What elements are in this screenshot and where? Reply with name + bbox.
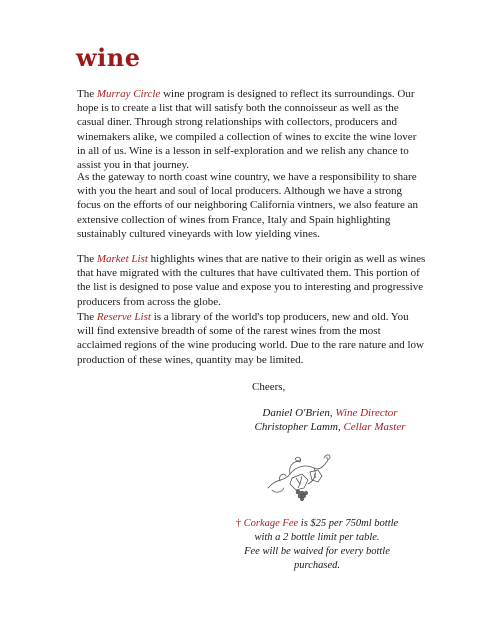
intro-rest: wine program is designed to reflect its surroundings. Our hope is to create a list that will satisfy both the connoisseur as well as the casual diner. Through strong relationships with collectors, producers and winemakers alike, we compiled a collection of wines to excite the wine lover in all of us. Wine is a lesson in self-exploration and we relish any chance to assist you in that journey.	[77, 88, 417, 172]
dagger-symbol: †	[235, 518, 242, 529]
market-lead: The	[77, 253, 97, 265]
reserve-rest: is a library of the world's top producers, new and old. You will find extensive breadth of some of the rarest wines from the most acclaimed regions of the wine producing world. Due to the rare nature and low production of these wines, quantity may be limited.	[77, 311, 424, 366]
corkage-line-1	[228, 517, 406, 531]
market-list-highlight: Market List	[96, 253, 148, 265]
reserve-list-paragraph	[77, 310, 427, 367]
page-title: wine	[76, 43, 141, 72]
signer-role: Wine Director	[335, 407, 398, 419]
corkage-note	[228, 517, 406, 573]
market-list-paragraph	[77, 252, 427, 309]
reserve-lead: The	[77, 311, 97, 323]
signers-block	[250, 406, 410, 434]
murray-circle-highlight: Murray Circle	[96, 88, 161, 100]
corkage-fee-label: Corkage Fee	[243, 518, 299, 529]
intro-lead: The	[77, 88, 97, 100]
signer-line	[250, 420, 410, 434]
market-rest: highlights wines that are native to their origin as well as wines that have migrated with the cultures that have cultivated them. This portion of the list is designed to pose value and expose you to interesting and progressive producers from across the globe.	[77, 253, 426, 308]
corkage-fee-amount: is $25 per 750ml bottle	[298, 518, 399, 529]
grape-vine-icon	[262, 448, 336, 504]
closing-greeting: Cheers,	[252, 381, 286, 393]
corkage-line-2: with a 2 bottle limit per table.	[254, 532, 380, 543]
signer-name: Daniel O'Brien,	[262, 407, 336, 419]
gateway-paragraph: As the gateway to north coast wine country, we have a responsibility to share with you the heart and soul of local producers. Although we have a strong focus on the efforts of our neighboring California vintners, we also feature an extensive collection of wines from France, Italy and Spain highlighting sustainably cultured vineyards with low yielding vines.	[77, 171, 418, 240]
reserve-list-highlight: Reserve List	[96, 311, 151, 323]
signer-line	[250, 406, 410, 420]
intro-paragraph	[77, 87, 427, 172]
signer-name: Christopher Lamm,	[254, 421, 344, 433]
corkage-line-3: Fee will be waived for every bottle purchased.	[244, 546, 390, 571]
signer-role: Cellar Master	[343, 421, 406, 433]
